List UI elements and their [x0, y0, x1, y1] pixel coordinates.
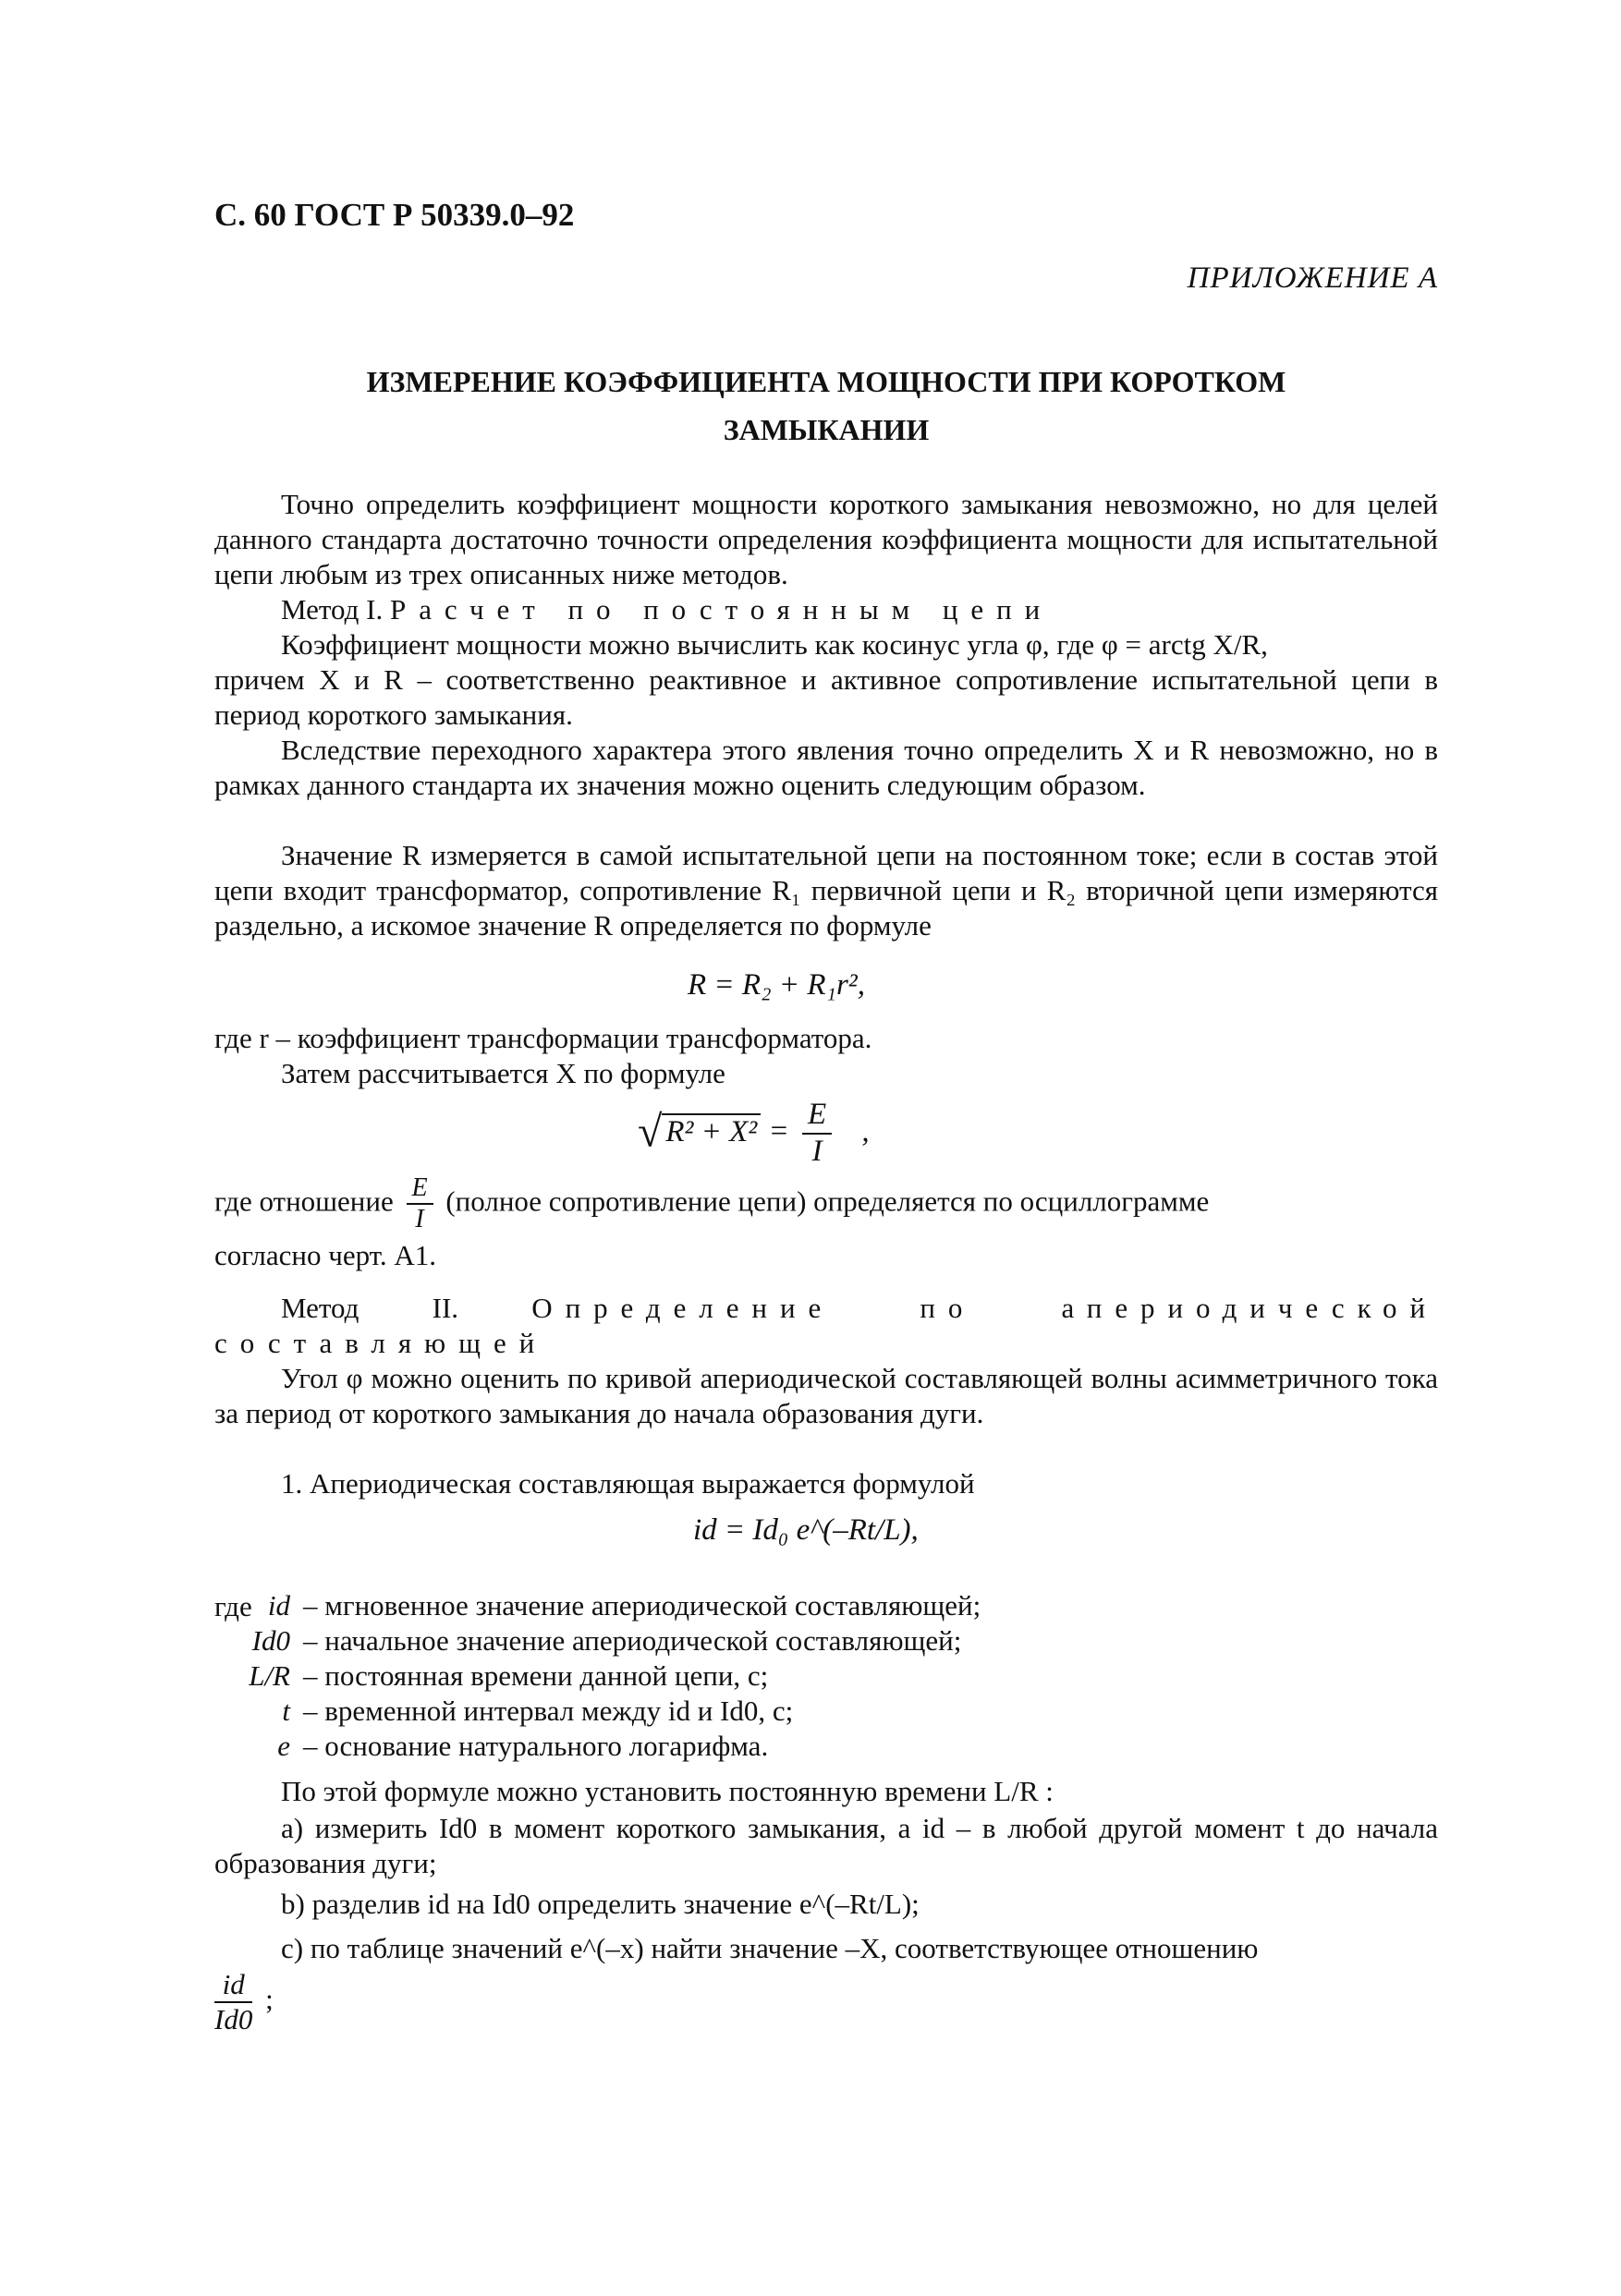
definition-row: [214, 1659, 1438, 1695]
fraction-denominator: I: [811, 1134, 823, 1168]
calc-x-line: Затем рассчитывается X по формуле: [281, 1057, 725, 1089]
step-a: а) измерить Id0 в момент короткого замыкания, а id – в любой другой момент t до начала образования дуги;: [214, 1812, 1438, 1879]
definition-row: [214, 1695, 1438, 1730]
method1-p1-rest: причем X и R – соответственно реактивное и активное сопротивление испытательной цепи в период короткого замыкания.: [214, 663, 1438, 731]
intro-paragraph: Точно определить коэффициент мощности короткого замыкания невозможно, но для целей данного стандарта достаточно точности определения коэффициента мощности для испытательной цепи любым из трех описанных ниже методов.: [214, 488, 1438, 590]
step-c-ratio: [214, 1968, 274, 2035]
formula-comma: ,: [861, 1114, 870, 1148]
ratio-end-line: согласно черт. А1.: [214, 1239, 437, 1271]
method2-paragraph-1: Угол φ можно оценить по кривой апериодической составляющей волны асимметричного тока за период от короткого замыкания до начала образования дуги.: [214, 1362, 1438, 1429]
fraction-e-over-i: [802, 1098, 832, 1170]
method1-paragraph-2: Вследствие переходного характера этого явления точно определить X и R невозможно, но в рамках данного стандарта их значения можно оценить следующим образом.: [214, 734, 1438, 801]
definitions-list: [214, 1589, 1438, 1765]
page-header: С. 60 ГОСТ Р 50339.0–92: [214, 197, 575, 233]
ratio-denominator: I: [415, 1205, 424, 1234]
step-c: с) по таблице значений e^(–x) найти значение –X, соответствующее отношению: [281, 1932, 1259, 1964]
method2-item-1: 1. Апериодическая составляющая выражается формулой: [281, 1467, 975, 1500]
method2-name: Определение по апериодической составляющей: [214, 1292, 1439, 1359]
formula-equals: =: [768, 1114, 789, 1148]
ratio-id0-denominator: Id0: [214, 2002, 253, 2035]
method1-name: Расчет по постоянным цепи: [390, 593, 1054, 626]
ratio-numerator: E: [407, 1173, 433, 1205]
definition-text: – постоянная времени данной цепи, с;: [303, 1659, 769, 1692]
definition-row: [214, 1730, 1438, 1765]
ratio-fraction: [407, 1173, 433, 1234]
definition-text: – мгновенное значение апериодической составляющей;: [303, 1589, 981, 1622]
ratio-pre: где отношение: [214, 1184, 394, 1218]
appendix-label: ПРИЛОЖЕНИЕ А: [1187, 261, 1438, 295]
ratio-line: [214, 1173, 1438, 1234]
method1-heading: [214, 592, 1438, 627]
method2-heading: [214, 1291, 1438, 1361]
method1-label: Метод I.: [281, 593, 384, 626]
formula-aperiodic: id = Id₀ e^(–Rt/L),: [693, 1513, 919, 1547]
ratio-id-over-id0: [214, 1968, 252, 2035]
definition-symbol: Id0: [251, 1624, 290, 1657]
definition-text: – основание натурального логарифма.: [303, 1730, 769, 1762]
definition-symbol: e: [277, 1730, 290, 1762]
method1-p1-first-line: Коэффициент мощности можно вычислить как косинус угла φ, где φ = arctg X/R,: [281, 628, 1268, 661]
radicand: R² + X²: [662, 1113, 761, 1149]
method1-paragraph-3: Значение R измеряется в самой испытательной цепи на постоянном токе; если в состав этой цепи входит трансформатор, сопротивление R₁ первичной цепи и R₂ вторичной цепи измеряются раздельно, а искомое значение R определяется по формуле: [214, 839, 1438, 941]
fraction-numerator: E: [802, 1098, 832, 1135]
definition-text: – начальное значение апериодической составляющей;: [303, 1624, 962, 1657]
transformation-ratio-note: где r – коэффициент трансформации трансформатора.: [214, 1022, 872, 1054]
where-label: где: [214, 1590, 252, 1622]
ratio-id-numerator: id: [214, 1968, 252, 2003]
step-c-end: ;: [265, 1982, 274, 2015]
time-constant-paragraph: По этой формуле можно установить постоянную времени L/R :: [281, 1775, 1054, 1807]
ratio-post: (полное сопротивление цепи) определяется по осциллограмме: [445, 1184, 1210, 1218]
formula-r: R = R₂ + R₁r²,: [688, 968, 865, 1002]
definition-symbol: t: [282, 1695, 290, 1727]
definition-row: [214, 1624, 1438, 1659]
definition-row: [214, 1589, 1438, 1624]
radical-sign: √: [638, 1107, 663, 1157]
method1-paragraph-1: [214, 627, 1438, 733]
definition-symbol: id: [267, 1589, 290, 1622]
formula-impedance: [638, 1098, 870, 1170]
definition-symbol: L/R: [249, 1659, 290, 1692]
method2-label: Метод II.: [281, 1292, 459, 1324]
title-line-1: ИЗМЕРЕНИЕ КОЭФФИЦИЕНТА МОЩНОСТИ ПРИ КОРОТКОМ: [366, 365, 1286, 398]
title-line-2: ЗАМЫКАНИИ: [723, 413, 930, 446]
section-title: [214, 358, 1438, 454]
definition-text: – временной интервал между id и Id0, с;: [303, 1695, 794, 1727]
step-b: b) разделив id на Id0 определить значение e^(–Rt/L);: [281, 1888, 920, 1920]
